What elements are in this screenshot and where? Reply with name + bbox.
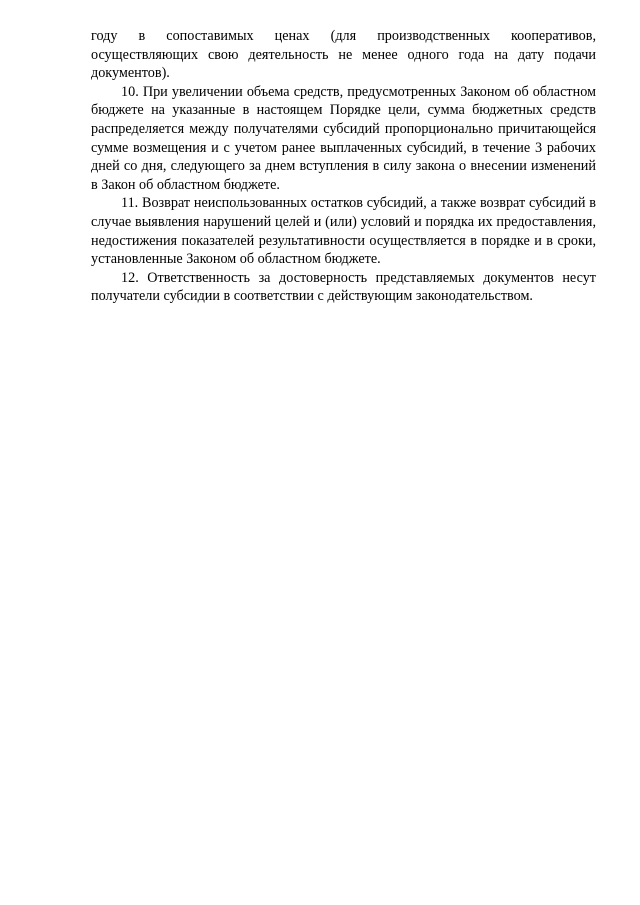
paragraph-10: 10. При увеличении объема средств, предусмотренных Законом об областном бюджете на указанные в настоящем Порядке цели, сумма бюджетных средств распределяется между получателями субсидий пропорционально причитающейся сумме возмещения и с учетом ранее выплаченных субсидий, в течение 3 рабочих дней со дня, следующего за днем вступления в силу закона о внесении изменений в Закон об областном бюджете. [91,83,596,193]
paragraph-11: 11. Возврат неиспользованных остатков субсидий, а также возврат субсидий в случае выявления нарушений целей и (или) условий и порядка их предоставления, недостижения показателей результативности осуществляется в порядке и в сроки, установленные Законом об областном бюджете. [91,195,596,268]
document-body [91,27,596,306]
paragraph-continuation: году в сопоставимых ценах (для производственных кооперативов, осуществляющих свою деятельность не менее одного года на дату подачи документов). [91,28,596,82]
paragraph-12: 12. Ответственность за достоверность представляемых документов несут получатели субсидии в соответствии с действующим законодательством. [91,269,596,305]
